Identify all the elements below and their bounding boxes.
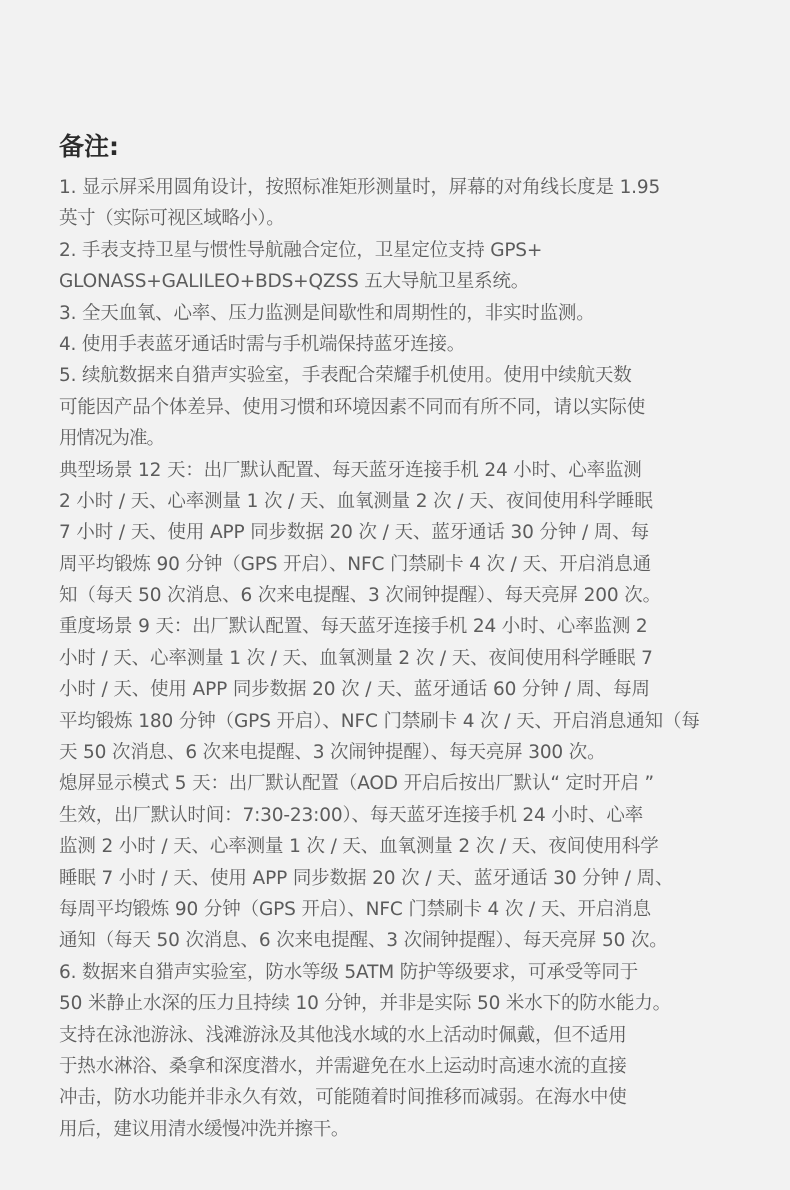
note-line: 2. 手表支持卫星与惯性导航融合定位，卫星定位支持 GPS+ xyxy=(59,239,543,261)
note-line: 天 50 次消息、6 次来电提醒、3 次闹钟提醒）、每天亮屏 300 次。 xyxy=(59,742,606,764)
note-line: 用情况为准。 xyxy=(59,428,165,450)
note-line: 4. 使用手表蓝牙通话时需与手机端保持蓝牙连接。 xyxy=(59,333,466,355)
note-line: 重度场景 9 天：出厂默认配置、每天蓝牙连接手机 24 小时、心率监测 2 xyxy=(59,616,648,638)
note-line: 可能因产品个体差异、使用习惯和环境因素不同而有所不同，请以实际使 xyxy=(59,396,646,418)
note-line: 于热水淋浴、桑拿和深度潜水，并需避免在水上运动时高速水流的直接 xyxy=(59,1055,627,1077)
note-line: 典型场景 12 天：出厂默认配置、每天蓝牙连接手机 24 小时、心率监测 xyxy=(59,459,642,481)
note-line: 冲击，防水功能并非永久有效，可能随着时间推移而减弱。在海水中使 xyxy=(59,1087,627,1109)
note-line: 2 小时 / 天、心率测量 1 次 / 天、血氧测量 2 次 / 天、夜间使用科学睡眠 xyxy=(59,490,653,512)
note-line: 知（每天 50 次消息、6 次来电提醒、3 次闹钟提醒）、每天亮屏 200 次。 xyxy=(59,585,661,607)
note-line: 小时 / 天、心率测量 1 次 / 天、血氧测量 2 次 / 天、夜间使用科学睡眠 7 xyxy=(59,647,653,669)
note-line: 熄屏显示模式 5 天：出厂默认配置（AOD 开启后按出厂默认“ 定时开启 ” xyxy=(59,773,654,795)
note-line: 周平均锻炼 90 分钟（GPS 开启）、NFC 门禁刷卡 4 次 / 天、开启消息通 xyxy=(59,553,651,575)
note-line: 6. 数据来自猎声实验室，防水等级 5ATM 防护等级要求，可承受等同于 xyxy=(59,961,639,983)
note-line: 5. 续航数据来自猎声实验室，手表配合荣耀手机使用。使用中续航天数 xyxy=(59,365,632,387)
note-line: 每周平均锻炼 90 分钟（GPS 开启）、NFC 门禁刷卡 4 次 / 天、开启消息 xyxy=(59,898,651,920)
note-line: 支持在泳池游泳、浅滩游泳及其他浅水域的水上活动时佩戴，但不适用 xyxy=(59,1024,627,1046)
note-line: 用后，建议用清水缓慢冲洗并擦干。 xyxy=(59,1118,350,1140)
note-line: 通知（每天 50 次消息、6 次来电提醒、3 次闹钟提醒）、每天亮屏 50 次。 xyxy=(59,930,668,952)
note-line: 3. 全天血氧、心率、压力监测是间歇性和周期性的，非实时监测。 xyxy=(59,302,595,324)
note-line: 小时 / 天、使用 APP 同步数据 20 次 / 天、蓝牙通话 60 分钟 / 周、每周 xyxy=(59,679,650,701)
note-line: 监测 2 小时 / 天、心率测量 1 次 / 天、血氧测量 2 次 / 天、夜间使用科学 xyxy=(59,836,659,858)
note-line: 生效，出厂默认时间：7:30-23:00）、每天蓝牙连接手机 24 小时、心率 xyxy=(59,804,644,826)
note-line: 睡眠 7 小时 / 天、使用 APP 同步数据 20 次 / 天、蓝牙通话 30 分钟 / 周、 xyxy=(59,867,674,889)
note-line: 7 小时 / 天、使用 APP 同步数据 20 次 / 天、蓝牙通话 30 分钟 / 周、每 xyxy=(59,522,649,544)
note-line: 1. 显示屏采用圆角设计，按照标准矩形测量时，屏幕的对角线长度是 1.95 xyxy=(59,177,661,198)
note-line: 英寸（实际可视区域略小）。 xyxy=(59,208,285,230)
note-line: 50 米静止水深的压力且持续 10 分钟，并非是实际 50 米水下的防水能力。 xyxy=(59,993,672,1015)
notes-body xyxy=(59,172,790,1145)
notes-heading: 备注: xyxy=(59,132,119,161)
note-line: 平均锻炼 180 分钟（GPS 开启）、NFC 门禁刷卡 4 次 / 天、开启消息通知（每 xyxy=(59,710,700,732)
note-line: GLONASS+GALILEO+BDS+QZSS 五大导航卫星系统。 xyxy=(59,271,530,293)
